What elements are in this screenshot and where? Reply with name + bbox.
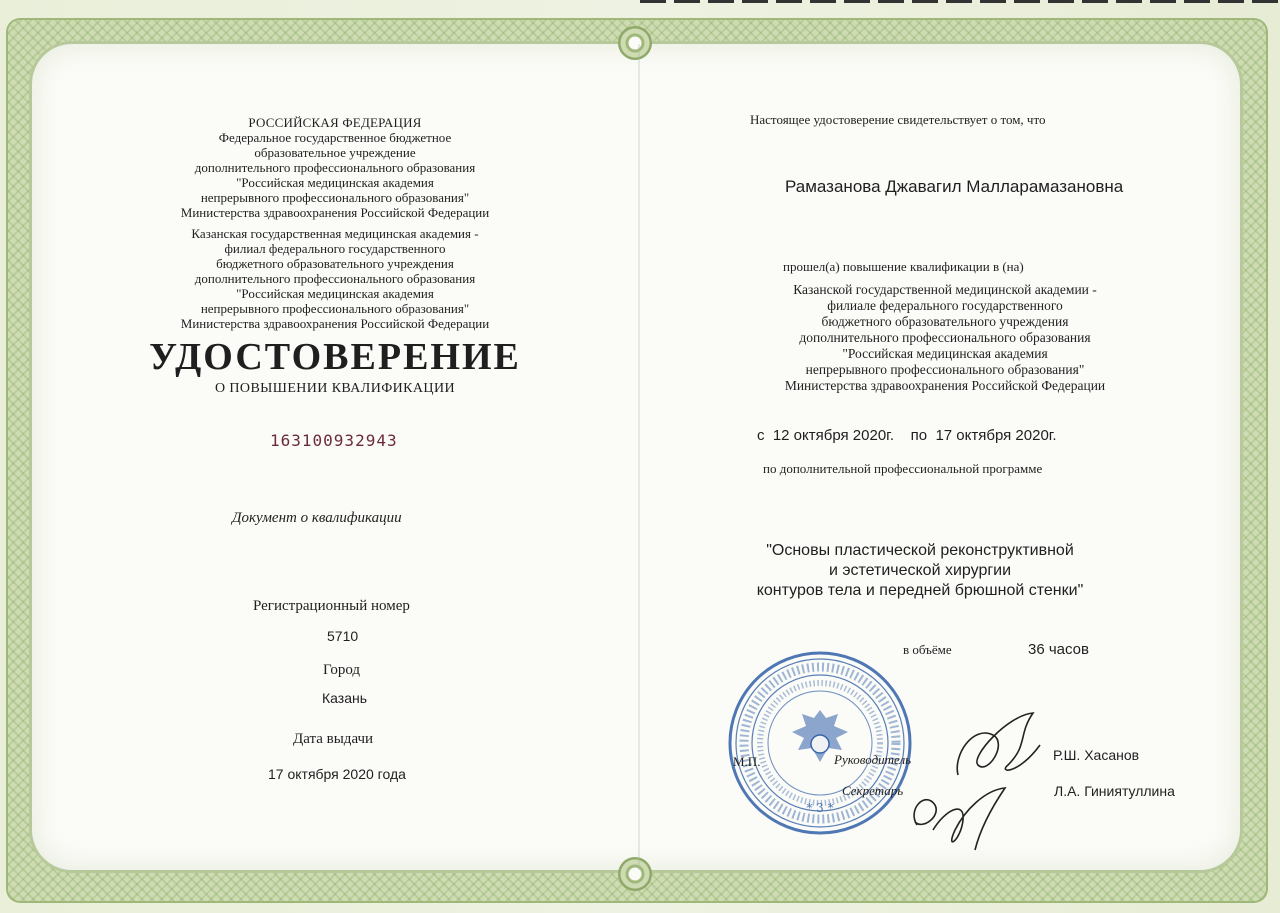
- institution-line: бюджетного образовательного учреждения: [821, 314, 1069, 329]
- document-kind: Документ о квалификации: [232, 510, 402, 526]
- header-line: Федеральное государственное бюджетное: [218, 130, 452, 145]
- branch-line: Министерства здравоохранения Российской Федерации: [180, 316, 490, 331]
- program-line: и эстетической хирургии: [828, 562, 1012, 579]
- secretary-signature: [905, 770, 1015, 855]
- bottom-rosette-ornament: [618, 857, 652, 891]
- secretary-role-label: Секретарь: [842, 783, 904, 798]
- institution-line: филиале федерального государственного: [827, 298, 1063, 313]
- program-line: "Основы пластической реконструктивной: [766, 542, 1074, 559]
- program-line: контуров тела и передней брюшной стенки": [756, 582, 1084, 599]
- header-line: образовательное учреждение: [254, 145, 416, 160]
- head-role-label: Руководитель: [834, 752, 912, 767]
- seal-place-mark: М.П.: [733, 754, 761, 769]
- head-name: Р.Ш. Хасанов: [1053, 747, 1140, 763]
- training-dates: с 12 октября 2020г. по 17 октября 2020г.: [757, 427, 1057, 444]
- branch-line: "Российская медицинская академия: [236, 286, 434, 301]
- institution-line: дополнительного профессионального образования: [799, 330, 1091, 345]
- document-title: УДОСТОВЕРЕНИЕ: [149, 336, 521, 378]
- training-institution: [695, 282, 1195, 394]
- certificate-number: 163100932943: [270, 431, 398, 450]
- header-line: "Российская медицинская академия: [236, 175, 434, 190]
- issue-date-label: Дата выдачи: [293, 731, 374, 747]
- city-value: Казань: [322, 690, 368, 706]
- branch-line: дополнительного профессионального образования: [194, 271, 476, 286]
- header-line: Министерства здравоохранения Российской Федерации: [180, 205, 490, 220]
- document-subtitle: О ПОВЫШЕНИИ КВАЛИФИКАЦИИ: [215, 381, 455, 396]
- issue-date-value: 17 октября 2020 года: [268, 766, 406, 782]
- certification-intro: Настоящее удостоверение свидетельствует о том, что: [750, 112, 1046, 127]
- top-edge-dash: [640, 0, 1280, 3]
- volume-label: в объёме: [903, 642, 952, 657]
- branch-line: непрерывного профессионального образования": [200, 301, 470, 316]
- volume-value: 36 часов: [1028, 641, 1089, 658]
- secretary-name: Л.А. Гиниятуллина: [1054, 783, 1175, 799]
- branch-header: [120, 226, 550, 331]
- institution-line: Казанской государственной медицинской академии -: [793, 282, 1097, 297]
- program-intro: по дополнительной профессиональной программе: [763, 461, 1043, 476]
- branch-line: филиал федерального государственного: [224, 241, 446, 256]
- official-seal-stamp: [725, 648, 915, 838]
- registration-number: 5710: [327, 628, 359, 644]
- branch-line: бюджетного образовательного учреждения: [216, 256, 454, 271]
- institution-line: "Российская медицинская академия: [842, 346, 1048, 361]
- branch-line: Казанская государственная медицинская академия -: [191, 226, 479, 241]
- issuer-header: [120, 115, 550, 220]
- program-title: [670, 541, 1170, 601]
- header-line: РОССИЙСКАЯ ФЕДЕРАЦИЯ: [248, 115, 422, 130]
- header-line: непрерывного профессионального образования": [200, 190, 470, 205]
- passed-training-text: прошел(а) повышение квалификации в (на): [783, 259, 1024, 274]
- left-page: [120, 115, 550, 397]
- institution-line: Министерства здравоохранения Российской Федерации: [784, 378, 1106, 393]
- city-label: Город: [323, 662, 361, 678]
- top-rosette-ornament: [618, 26, 652, 60]
- holder-name: Рамазанова Джавагил Малларамазановна: [785, 177, 1124, 196]
- page-fold: [638, 44, 640, 870]
- svg-text:* 3 *: * 3 *: [806, 801, 834, 815]
- institution-line: непрерывного профессионального образования": [805, 362, 1085, 377]
- header-line: дополнительного профессионального образования: [194, 160, 476, 175]
- registration-label: Регистрационный номер: [253, 598, 410, 614]
